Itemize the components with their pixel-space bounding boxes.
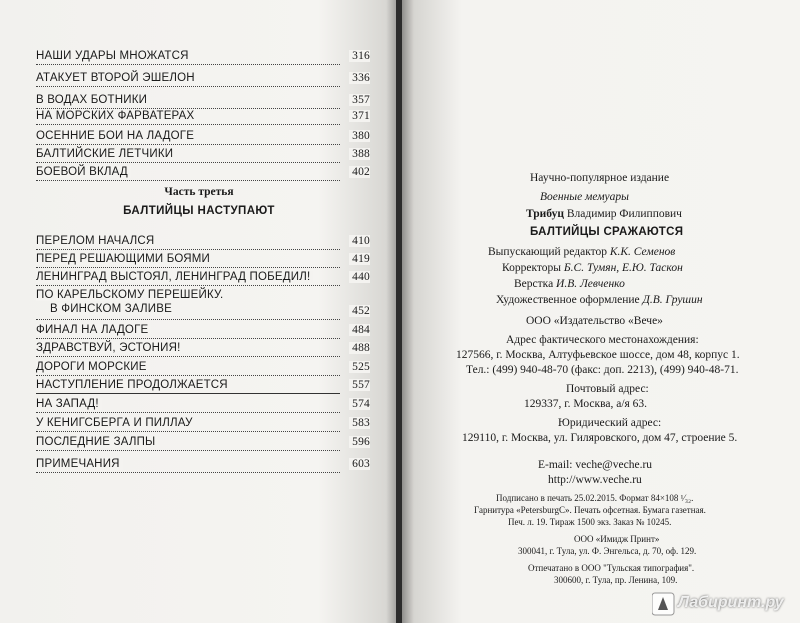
toc-title: АТАКУЕТ ВТОРОЙ ЭШЕЛОН [36,72,198,84]
toc-title: ЛЕНИНГРАД ВЫСТОЯЛ, ЛЕНИНГРАД ПОБЕДИЛ! [36,271,313,283]
watermark-text: Лабиринт.ру [678,594,784,611]
phone: Тел.: (499) 940-48-70 (факс: доп. 2213), (499) 940-48-71. [466,364,739,376]
toc-title: ПОСЛЕДНИЕ ЗАЛПЫ [36,436,158,448]
toc-entry [36,108,370,128]
toc-page: 574 [349,398,370,410]
toc-title: ПЕРЕЛОМ НАЧАЛСЯ [36,235,157,247]
toc-entry [36,434,370,454]
correctors-label: Корректоры [502,262,561,274]
toc-title: НА МОРСКИХ ФАРВАТЕРАХ [36,110,197,122]
toc-title: ДОРОГИ МОРСКИЕ [36,361,150,373]
author [526,208,682,220]
art-person: Д.В. Грушин [642,294,703,306]
print-info-3: Печ. л. 19. Тираж 1500 экз. Заказ № 10245. [508,517,672,527]
book-title: БАЛТИЙЦЫ СРАЖАЮТСЯ [530,226,684,238]
editor-line [488,246,675,258]
printer-address: 300041, г. Тула, ул. Ф. Энгельса, д. 70, оф. 129. [518,546,697,556]
toc-page: 388 [349,148,370,160]
toc-entry [36,269,370,289]
printed-address: 300600, г. Тула, пр. Ленина, 109. [554,575,678,585]
toc-title: НАСТУПЛЕНИЕ ПРОДОЛЖАЕТСЯ [36,379,231,391]
print-info-1: Подписано в печать 25.02.2015. Формат 84×108 ¹⁄₃₂. [496,493,694,503]
toc-title-line2: В ФИНСКОМ ЗАЛИВЕ [50,303,175,315]
art-label: Художественное оформление [496,294,640,306]
toc-entry [36,146,370,166]
part-title: БАЛТИЙЦЫ НАСТУПАЮТ [123,205,275,217]
part-label: Часть третья [164,186,234,198]
layout-person: И.В. Левченко [556,278,625,290]
series: Военные мемуары [540,191,629,203]
toc-title: ПО КАРЕЛЬСКОМУ ПЕРЕШЕЙКУ. [36,289,226,301]
toc-title: НАШИ УДАРЫ МНОЖАТСЯ [36,50,192,62]
toc-page: 357 [349,94,370,106]
toc-page: 488 [349,342,370,354]
toc-page: 419 [349,253,370,265]
toc-page: 316 [349,50,370,62]
toc-entry [36,377,370,397]
toc-entry [36,128,370,148]
toc-page: 402 [349,166,370,178]
toc-title: ПРИМЕЧАНИЯ [36,458,123,470]
address-label: Адрес фактического местонахождения: [506,334,699,346]
layout-line [514,278,625,290]
postal-label: Почтовый адрес: [566,383,649,395]
genre: Научно-популярное издание [530,172,670,184]
left-page [0,0,398,623]
website: http://www.veche.ru [548,474,642,486]
toc-entry [36,322,370,342]
toc-entry [36,48,370,68]
toc-entry [36,164,370,184]
toc-entry [36,70,370,90]
legal-label: Юридический адрес: [558,417,662,429]
toc-entry [36,340,370,360]
correctors: Б.С. Тумян, Е.Ю. Таскон [563,262,683,274]
editor-label: Выпускающий редактор [488,246,608,258]
legal: 129110, г. Москва, ул. Гиляровского, дом 47, строение 5. [462,432,738,444]
toc-entry [36,415,370,435]
toc-page: 336 [349,72,370,84]
toc-page: 484 [349,324,370,336]
labirint-watermark-logo [652,592,792,616]
toc-entry [36,233,370,253]
toc-page: 440 [349,271,370,283]
toc-page: 371 [349,110,370,122]
toc-title: У КЕНИГСБЕРГА И ПИЛЛАУ [36,417,196,429]
toc-entry [36,456,370,476]
toc-page: 603 [349,458,370,470]
toc-title: БАЛТИЙСКИЕ ЛЕТЧИКИ [36,148,176,160]
toc-title: ЗДРАВСТВУЙ, ЭСТОНИЯ! [36,342,184,354]
address-line: 127566, г. Москва, Алтуфьевское шоссе, дом 48, корпус 1. [456,349,740,361]
toc-title: ФИНАЛ НА ЛАДОГЕ [36,324,151,336]
toc-page: 557 [349,379,370,391]
printer: ООО «Имидж Принт» [574,534,660,544]
toc-title: ОСЕННИЕ БОИ НА ЛАДОГЕ [36,130,197,142]
toc-title: БОЕВОЙ ВКЛАД [36,166,131,178]
postal: 129337, г. Москва, а/я 63. [524,398,648,410]
toc-entry [36,396,370,416]
toc-page: 525 [349,361,370,373]
toc-entry [36,251,370,271]
toc-entry [36,359,370,379]
toc-page: 410 [349,235,370,247]
editor: К.К. Семенов [609,246,676,258]
toc-page: 380 [349,130,370,142]
correctors-line [502,262,683,274]
publisher: ООО «Издательство «Вече» [526,315,663,327]
toc-title: В ВОДАХ БОТНИКИ [36,94,150,106]
author-name: Владимир Филиппович [566,208,682,220]
right-page [402,0,800,623]
toc-page: 596 [349,436,370,448]
toc-page: 452 [349,305,370,317]
layout-label: Верстка [514,278,554,290]
print-info-2: Гарнитура «PetersburgC». Печать офсетная. Бумага газетная. [474,505,706,515]
toc-title: ПЕРЕД РЕШАЮЩИМИ БОЯМИ [36,253,213,265]
art-line [496,294,703,306]
toc-title: НА ЗАПАД! [36,398,102,410]
printed-at: Отпечатано в ООО "Тульская типография". [528,563,695,573]
toc-entry [36,287,370,317]
toc-page: 583 [349,417,370,429]
author-surname: Трибуц [526,208,564,220]
email: E-mail: veche@veche.ru [538,459,653,471]
